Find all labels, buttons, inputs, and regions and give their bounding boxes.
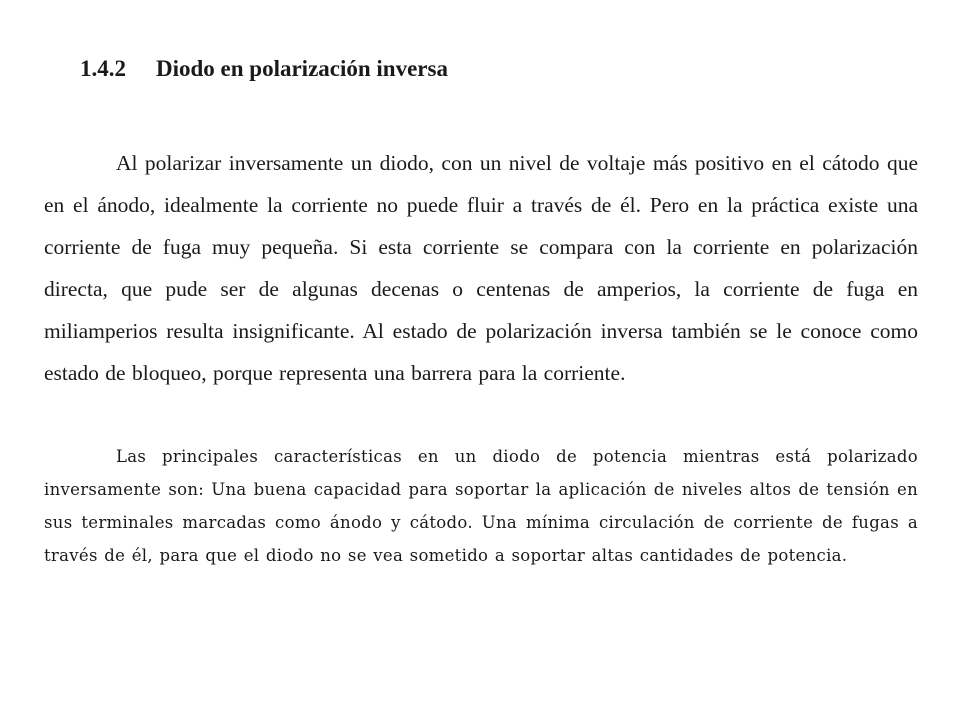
section-title: Diodo en polarización inversa [156, 56, 448, 81]
section-heading [80, 54, 448, 84]
section-number: 1.4.2 [80, 56, 126, 81]
body-paragraph-characteristics: Las principales características en un diodo de potencia mientras está polarizado inversamente son: Una buena capacidad para soportar la aplicación de niveles altos de tensión en sus terminales marcadas como ánodo y cátodo. Una mínima circulación de corriente de fugas a través de él, para que el diodo no se vea sometido a soportar altas cantidades de potencia. [44, 447, 918, 565]
body-paragraph-reverse-bias: Al polarizar inversamente un diodo, con un nivel de voltaje más positivo en el cátodo que en el ánodo, idealmente la corriente no puede fluir a través de él. Pero en la práctica existe una corriente de fuga muy pequeña. Si esta corriente se compara con la corriente en polarización directa, que pude ser de algunas decenas o centenas de amperios, la corriente de fuga en miliamperios resulta insignificante. Al estado de polarización inversa también se le conoce como estado de bloqueo, porque representa una barrera para la corriente. [44, 151, 918, 385]
